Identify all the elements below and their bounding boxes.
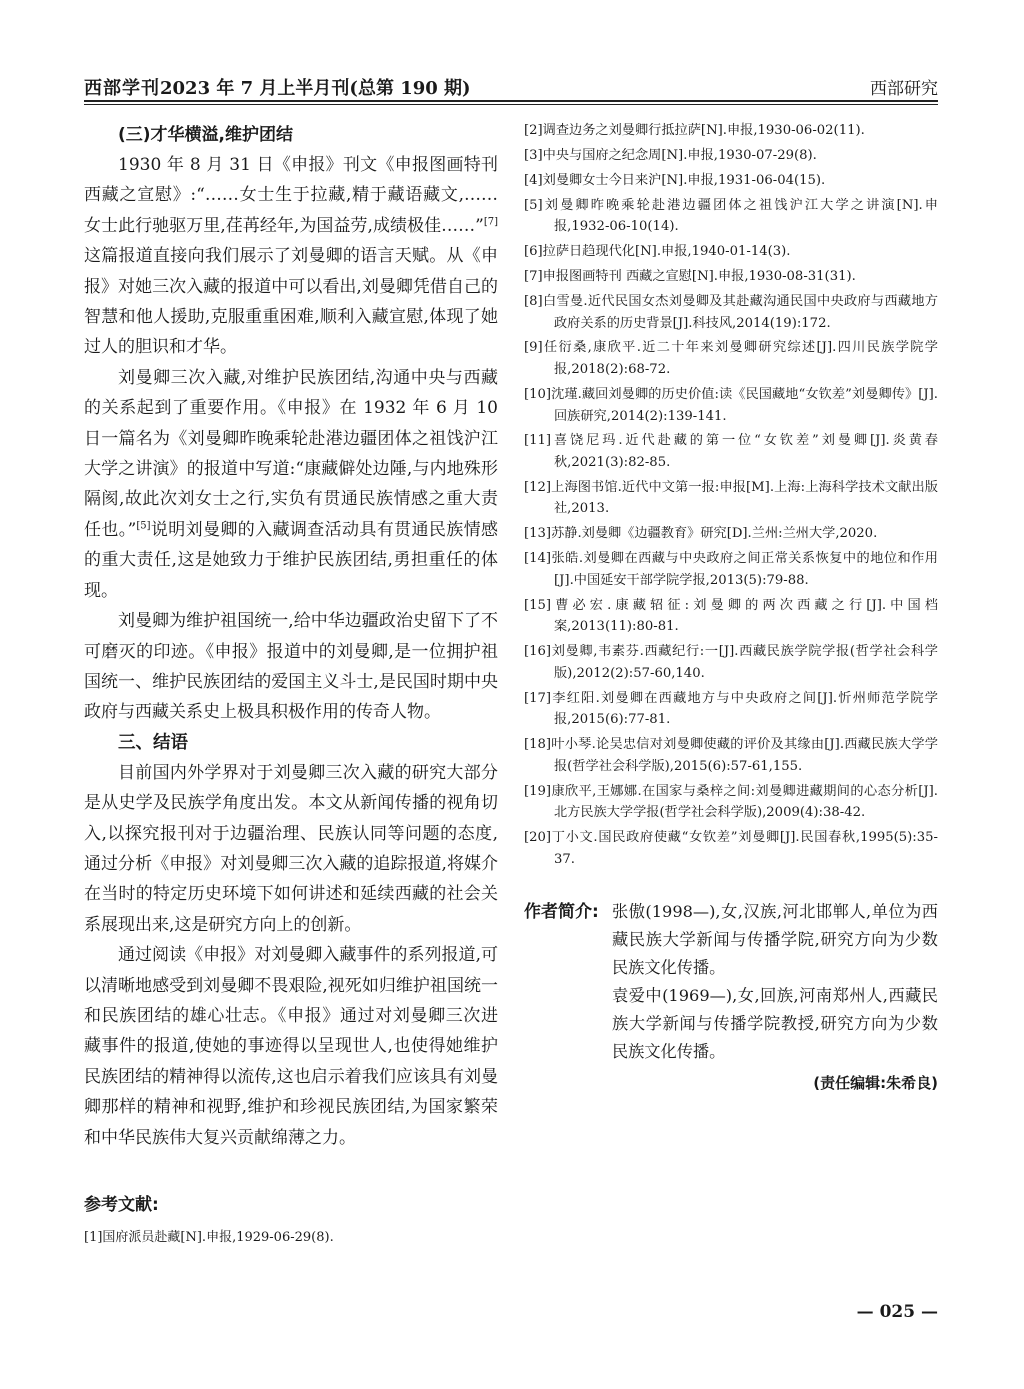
page-number: — 025 —: [856, 1302, 938, 1322]
reference-item: [13]苏静.刘曼卿《边疆教育》研究[D].兰州:兰州大学,2020.: [524, 526, 878, 542]
reference-item: [4]刘曼卿女士今日来沪[N].申报,1931-06-04(15).: [524, 172, 826, 188]
reference-item: [2]调查边务之刘曼卿行抵拉萨[N].申报,1930-06-02(11).: [524, 123, 865, 138]
reference-item: [11]喜饶尼玛.近代赴藏的第一位“女钦差”刘曼卿[J].炎黄春秋,2021(3):82-85.: [524, 433, 938, 470]
reference-item: [7]申报图画特刊 西藏之宣慰[N].申报,1930-08-31(31).: [524, 269, 856, 285]
reference-item: [3]中央与国府之纪念周[N].申报,1930-07-29(8).: [524, 147, 817, 163]
reference-item: [15]曹必宏.康藏轺征:刘曼卿的两次西藏之行[J].中国档案,2013(11):80-81.: [524, 597, 938, 635]
journal-logo: 西部学刊: [84, 78, 160, 99]
paragraph-1: 1930 年 8 月 31 日《申报》刊文《申报图画特刊 西藏之宣慰》:“……女士生于拉藏,精于藏语藏文,……女士此行驰驱万里,荏苒经年,为国益劳,成绩极佳……”[7]这篇报道直接向我们展示了刘曼卿的语言天赋。从《申报》对她三次入藏的报道中可以看出,刘曼卿凭借自己的智慧和他人援助,克服重重困难,顺利入藏宣慰,体现了她过人的胆识和才华。: [84, 155, 498, 358]
author-2: 袁爱中(1969—),女,回族,河南郑州人,西藏民族大学新闻与传播学院教授,研究方向为少数民族文化传播。: [612, 986, 938, 1062]
reference-item: [6]拉萨日趋现代化[N].申报,1940-01-14(3).: [524, 244, 791, 260]
reference-item: [14]张皓.刘曼卿在西藏与中央政府之间正常关系恢复中的地位和作用[J].中国延安干部学院学报,2013(5):79-88.: [524, 551, 938, 588]
citation: [7]: [483, 216, 498, 228]
header-rule: [84, 100, 938, 102]
author-1: 张傲(1998—),女,汉族,河北邯郸人,单位为西藏民族大学新闻与传播学院,研究方向为少数民族文化传播。: [612, 902, 938, 978]
header-rule-thin: [84, 104, 938, 105]
reference-item: [1]国府派员赴藏[N].申报,1929-06-29(8).: [84, 1230, 334, 1245]
paragraph-2: 刘曼卿三次入藏,对维护民族团结,沟通中央与西藏的关系起到了重要作用。《申报》在 1932 年 6 月 10 日一篇名为《刘曼卿昨晚乘轮赴港边疆团体之祖饯沪江大学之讲演》的报道中写道:“康藏僻处边陲,与内地殊形隔阂,故此次刘女士之行,实负有贯通民族情感之重大责任也。”[5]说明刘曼卿的入藏调查活动具有贯通民族情感的重大责任,这是她致力于维护民族团结,勇担重任的体现。: [84, 367, 498, 601]
section-heading: 三、结语: [118, 732, 188, 753]
page-header: [84, 74, 938, 100]
reference-item: [17]李红阳.刘曼卿在西藏地方与中央政府之间[J].忻州师范学院学报,2015(6):77-81.: [524, 690, 938, 728]
reference-item: [18]叶小琴.论吴忠信对刘曼卿使藏的评价及其缘由[J].西藏民族大学学报(哲学社会科学版),2015(6):57-61,155.: [524, 737, 938, 774]
author-label: 作者简介:: [524, 902, 599, 923]
references-title: 参考文献:: [84, 1195, 159, 1215]
right-column: [524, 120, 938, 1093]
paragraph-4: 目前国内外学界对于刘曼卿三次入藏的研究大部分是从史学及民族学角度出发。本文从新闻传播的视角切入,以探究报刊对于边疆治理、民族认同等问题的态度,通过分析《申报》对刘曼卿三次入藏的追踪报道,将媒介在当时的特定历史环境下如何讲述和延续西藏的社会关系展现出来,这是研究方向上的创新。: [84, 762, 498, 935]
reference-item: [10]沈瑾.藏回刘曼卿的历史价值:读《民国藏地“女钦差”刘曼卿传》[J].回族研究,2014(2):139-141.: [524, 386, 938, 424]
reference-item: [19]康欣平,王娜娜.在国家与桑梓之间:刘曼卿进藏期间的心态分析[J].北方民族大学学报(哲学社会科学版),2009(4):38-42.: [524, 783, 938, 821]
author-info: [524, 898, 938, 1066]
issue-info: 2023 年 7 月上半月刊(总第 190 期): [160, 78, 471, 99]
reference-item: [8]白雪曼.近代民国女杰刘曼卿及其赴藏沟通民国中央政府与西藏地方政府关系的历史背景[J].科技风,2014(19):172.: [524, 293, 938, 331]
reference-item: [5]刘曼卿昨晚乘轮赴港边疆团体之祖饯沪江大学之讲演[N].申报,1932-06-10(14).: [524, 197, 938, 235]
section-name: 西部研究: [870, 79, 938, 99]
subsection-heading: (三)才华横溢,维护团结: [118, 125, 293, 145]
citation: [5]: [136, 520, 151, 532]
responsible-editor: (责任编辑:朱希良): [813, 1074, 938, 1093]
left-column: [84, 120, 498, 1153]
reference-item: [20]丁小文.国民政府使藏“女钦差”刘曼卿[J].民国春秋,1995(5):35-37.: [524, 830, 938, 867]
reference-item: [12]上海图书馆.近代中文第一报:申报[M].上海:上海科学技术文献出版社,2013.: [524, 479, 938, 517]
paragraph-3: 刘曼卿为维护祖国统一,给中华边疆政治史留下了不可磨灭的印迹。《申报》报道中的刘曼卿,是一位拥护祖国统一、维护民族团结的爱国主义斗士,是民国时期中央政府与西藏关系史上极具积极作用的传奇人物。: [84, 611, 498, 723]
reference-item: [16]刘曼卿,韦素芬.西藏纪行:一[J].西藏民族学院学报(哲学社会科学版),2012(2):57-60,140.: [524, 644, 938, 681]
reference-list: [524, 120, 938, 870]
paragraph-5: 通过阅读《申报》对刘曼卿入藏事件的系列报道,可以清晰地感受到刘曼卿不畏艰险,视死如归维护祖国统一和民族团结的雄心壮志。《申报》通过对刘曼卿三次进藏事件的报道,使她的事迹得以呈现世人,也使得她维护民族团结的精神得以流传,这也启示着我们应该具有刘曼卿那样的精神和视野,维护和珍视民族团结,为国家繁荣和中华民族伟大复兴贡献绵薄之力。: [84, 945, 498, 1148]
reference-item: [9]任衍桑,康欣平.近二十年来刘曼卿研究综述[J].四川民族学院学报,2018(2):68-72.: [524, 340, 938, 378]
